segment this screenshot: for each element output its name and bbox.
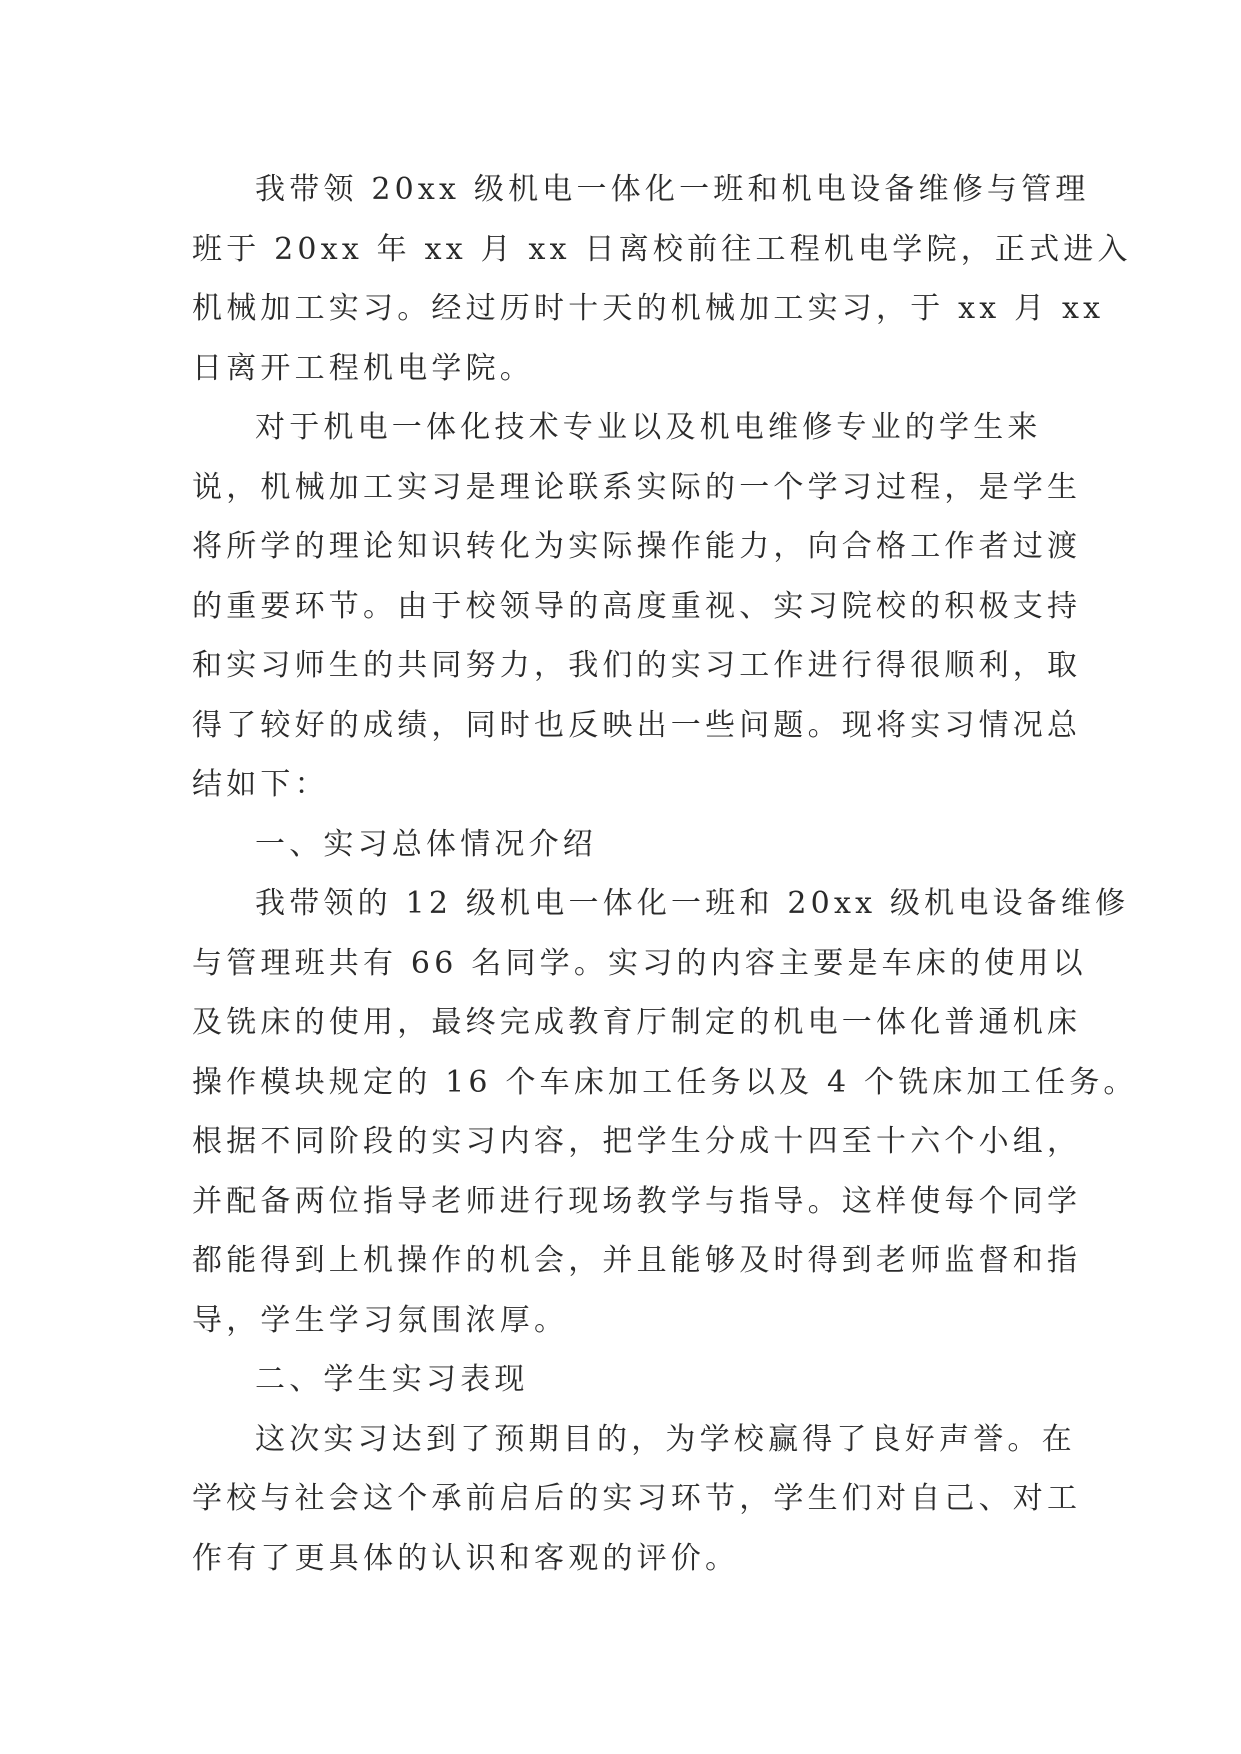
text-line: 我带领 20xx 级机电一体化一班和机电设备维修与管理 [255, 172, 1090, 207]
text-line: 作有了更具体的认识和客观的评价。 [192, 1540, 740, 1576]
text-line: 操作模块规定的 16 个车床加工任务以及 4 个铣床加工任务。 [192, 1064, 1138, 1100]
text-line: 班于 20xx 年 xx 月 xx 日离校前往工程机电学院，正式进入 [192, 231, 1132, 267]
text-line: 我带领的 12 级机电一体化一班和 20xx 级机电设备维修 [255, 886, 1130, 921]
text-line: 学校与社会这个承前启后的实习环节，学生们对自己、对工 [192, 1481, 1082, 1516]
paragraph-significance [192, 398, 1082, 815]
text-line: 对于机电一体化技术专业以及机电维修专业的学生来 [255, 410, 1042, 445]
text-line: 根据不同阶段的实习内容，把学生分成十四至十六个小组， [192, 1124, 1082, 1159]
text-line: 日离开工程机电学院。 [192, 350, 534, 386]
paragraph-overview [192, 874, 1138, 1350]
text-line: 将所学的理论知识转化为实际操作能力，向合格工作者过渡 [192, 529, 1082, 564]
text-line: 导，学生学习氛围浓厚。 [192, 1302, 569, 1338]
text-line: 都能得到上机操作的机会，并且能够及时得到老师监督和指 [192, 1243, 1082, 1278]
text-line: 这次实习达到了预期目的，为学校赢得了良好声誉。在 [255, 1421, 1076, 1457]
text-line: 并配备两位指导老师进行现场教学与指导。这样使每个同学 [192, 1183, 1082, 1219]
section-heading-performance [192, 1350, 1054, 1410]
text-line: 和实习师生的共同努力，我们的实习工作进行得很顺利，取 [192, 648, 1082, 683]
section-heading: 二、学生实习表现 [255, 1362, 529, 1397]
text-line: 得了较好的成绩，同时也反映出一些问题。现将实习情况总 [192, 707, 1082, 743]
text-line: 与管理班共有 66 名同学。实习的内容主要是车床的使用以 [192, 945, 1087, 981]
text-line: 结如下： [192, 767, 329, 802]
section-heading-overview [192, 815, 1054, 875]
text-line: 及铣床的使用，最终完成教育厅制定的机电一体化普通机床 [192, 1005, 1082, 1040]
text-line: 的重要环节。由于校领导的高度重视、实习院校的积极支持 [192, 588, 1082, 624]
paragraph-intro [192, 160, 1132, 398]
text-line: 说，机械加工实习是理论联系实际的一个学习过程，是学生 [192, 469, 1082, 505]
document-body [192, 160, 1138, 1588]
section-heading: 一、实习总体情况介绍 [255, 826, 597, 862]
text-line: 机械加工实习。经过历时十天的机械加工实习，于 xx 月 xx [192, 291, 1105, 326]
paragraph-performance [192, 1410, 1082, 1589]
